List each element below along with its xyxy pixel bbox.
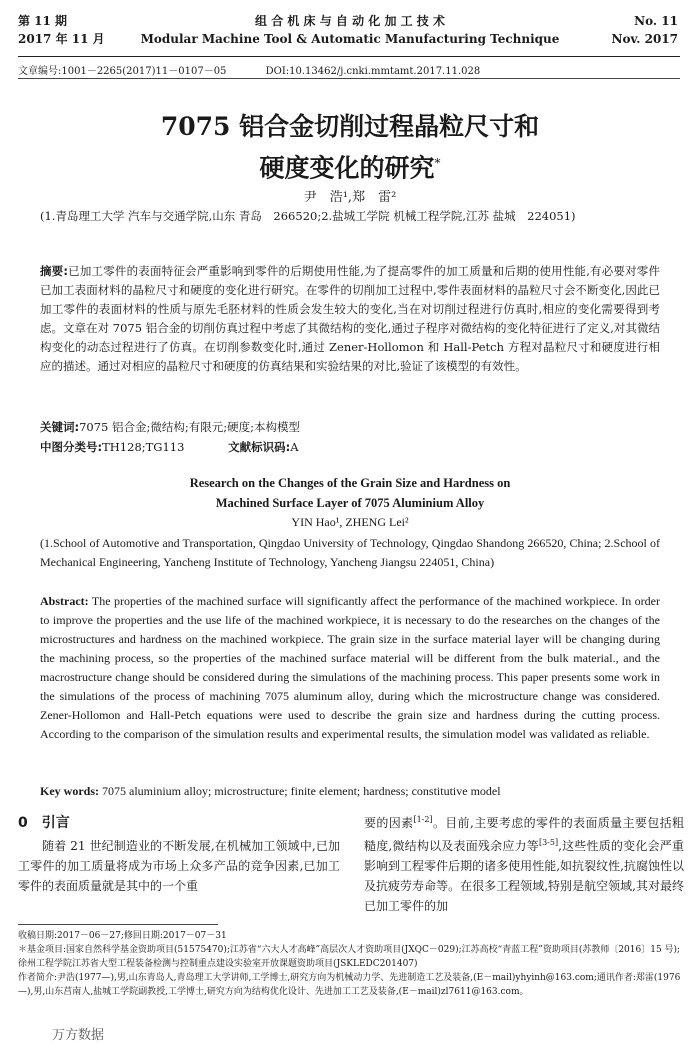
meta-rule — [18, 78, 680, 79]
title-cn-line2 — [0, 146, 700, 185]
section-title: 引言 — [41, 815, 70, 831]
footnote-received: 收稿日期:2017－06－27;修回日期:2017－07－31 — [18, 931, 227, 941]
authors-en: YIN Hao¹, ZHENG Lei² — [291, 515, 409, 529]
header-right — [612, 12, 679, 48]
classification-cn — [40, 439, 299, 455]
doc-code-text: A — [290, 440, 299, 454]
section-heading — [18, 812, 70, 832]
footnote-fund: ＊基金项目:国家自然科学基金资助项目(51575470);江苏省“六大人才高峰”高层次人才资助项目(JXQC－029);江苏高校“青蓝工程”资助项目(苏教师〔2016〕15 号);徐州工程学院江苏省大型工程装备检测与控制重点建设实验室开放课题资助项目(JSKLEDC201407) — [18, 945, 681, 969]
keywords-cn-text: 7075 铝合金;微结构;有限元;硬度;本构模型 — [79, 420, 301, 434]
doi: DOI:10.13462/j.cnki.mmtamt.2017.11.028 — [265, 66, 481, 77]
title-en-line2: Machined Surface Layer of 7075 Aluminium Alloy — [215, 496, 485, 510]
footnote-rule — [18, 924, 218, 925]
watermark: 万方数据 — [52, 1028, 105, 1043]
clc-text: TH128;TG113 — [102, 440, 185, 454]
title-cn-line1: 7075 铝合金切削过程晶粒尺寸和 — [160, 112, 540, 141]
title-cn-line2-text: 硬度变化的研究 — [259, 153, 435, 183]
abstract-en-text: The properties of the machined surface will significantly affect the performance of the machined workpiece. In order to improve the properties and the use life of the machined workpiece, it is necessary to do the researches on the changes of the microstructures and hardness on the machined workpiece. The grain size in the surface material layer will be changing during the machining process, so the properties of the machined surface material will be different from the bulk material., and the macrostructure change should be considered during the simulations of the machining process. This paper presents some work in the simulations of the process of machining 7075 aluminum alloy, during which the microstructure change was considered. Zener-Hollomon and Hall-Petch equations were used to describe the grain size and hardness during the cutting process. According to the comparison of the simulation results and experimental results, the simulation model was validated as reliable. — [40, 594, 660, 741]
header-center — [0, 12, 700, 48]
keywords-cn — [40, 419, 300, 435]
abstract-en-label: Abstract: — [40, 594, 89, 608]
date-cn: 2017 年 11 月 — [18, 32, 105, 46]
header-rule — [18, 56, 680, 57]
body-right-column — [364, 810, 684, 916]
body-right-p2: 。目前,主要考虑的零件的表面质量主要包括粗糙度,微结构以及表面残余应力等 — [364, 816, 684, 853]
body-right-p1: 要的因素 — [364, 816, 414, 830]
keywords-en-label: Key words: — [40, 784, 99, 798]
journal-name-en: Modular Machine Tool & Automatic Manufacturing Technique — [140, 32, 560, 46]
keywords-cn-label: 关键词: — [40, 420, 80, 434]
abstract-en — [40, 592, 660, 744]
body-right-p3: ,这些性质的变化会严重影响到工程零件后期的诸多使用性能,如抗裂纹性,抗腐蚀性以及抗疲劳寿命等。在很多工程领域,特别是航空领域,其对最终已加工零件的加 — [364, 839, 684, 913]
title-fund-mark: * — [434, 156, 441, 170]
affiliation-cn: (1.青岛理工大学 汽车与交通学院,山东 青岛 266520;2.盐城工学院 机械工程学院,江苏 盐城 224051) — [40, 209, 576, 223]
authors-cn: 尹 浩¹,郑 雷² — [303, 190, 397, 205]
citation-3-5: [3-5] — [538, 838, 559, 847]
article-number: 文章编号:1001－2265(2017)11－0107－05 — [18, 66, 227, 77]
article-meta — [18, 62, 516, 77]
title-en-line1: Research on the Changes of the Grain Size and Hardness on — [189, 476, 511, 490]
issue-cn: 第 11 期 — [18, 14, 68, 28]
issue-en: No. 11 — [634, 14, 678, 28]
citation-1-2: [1-2] — [413, 815, 433, 824]
keywords-en — [40, 784, 501, 799]
keywords-en-text: 7075 aluminium alloy; microstructure; finite element; hardness; constitutive model — [102, 784, 501, 798]
footnote-authors: 作者简介:尹浩(1977—),男,山东青岛人,青岛理工大学讲师,工学博士,研究方向为机械动力学、先进制造工艺及装备,(E－mail)yhyinh@163.com;通讯作者:郑雷(1976—),男,山东莒南人,盐城工学院副教授,工学博士,研究方向为结构优化设计、先进加工工艺及装备,(E－mail)zl7611@163.com。 — [18, 973, 681, 997]
affiliation-en: (1.School of Automotive and Transportation, Qingdao University of Technology, Qingdao Shandong 266520, China; 2.School of Mechanical Engineering, Yancheng Institute of Technology, Yancheng Jiangsu 224051, China) — [40, 536, 660, 569]
clc-label: 中图分类号: — [40, 440, 103, 454]
abstract-cn-label: 摘要: — [40, 264, 68, 278]
doc-code-label: 文献标识码: — [228, 440, 291, 454]
section-number: 0 — [18, 815, 28, 831]
abstract-cn — [40, 262, 660, 376]
date-en: Nov. 2017 — [611, 32, 678, 46]
body-left-column: 随着 21 世纪制造业的不断发展,在机械加工领域中,已加工零件的加工质量将成为市场上众多产品的竞争因素,已加工零件的表面质量就是其中的一个重 — [18, 839, 340, 893]
journal-name-cn: 组 合 机 床 与 自 动 化 加 工 技 术 — [255, 14, 445, 28]
abstract-cn-text: 已加工零件的表面特征会严重影响到零件的后期使用性能,为了提高零件的加工质量和后期的使用性能,有必要对零件已加工表面材料的晶粒尺寸和硬度的变化进行研究。在零件的切削加工过程中,零件表面材料的晶粒尺寸会不断变化,因此已加工零件的表面材料的性质与原先毛胚材料的性质会发生较大的变化,当在对切削过程进行仿真时,相应的变化需要得到考虑。文章在对 7075 铝合金的切削仿真过程中考虑了其微结构的变化,通过子程序对微结构的变化特征进行了定义,对其微结构变化的动态过程进行了仿真。在切削参数变化时,通过 Zener-Hollomon 和 Hall-Petch 方程对晶粒尺寸和硬度进行相应的描述。通过对相应的晶粒尺寸和硬度的仿真结果和实验结果的对比,验证了该模型的有效性。 — [40, 264, 660, 373]
